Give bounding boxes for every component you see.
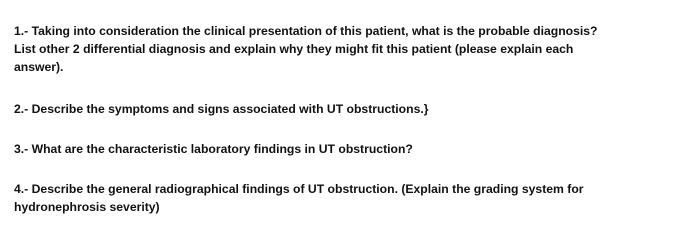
question-4-line-1: 4.- Describe the general radiographical findings of UT obstruction. (Explain the grading system for [14, 182, 584, 196]
question-1-line-2: List other 2 differential diagnosis and explain why they might fit this patient (please explain each [14, 42, 574, 56]
question-4 [14, 180, 584, 216]
question-1-line-3: answer). [14, 60, 64, 74]
question-1 [14, 22, 598, 76]
question-2-line-1: 2.- Describe the symptoms and signs associated with UT obstructions.} [14, 102, 429, 116]
question-1-line-1: 1.- Taking into consideration the clinical presentation of this patient, what is the probable diagnosis? [14, 24, 598, 38]
question-4-line-2: hydronephrosis severity) [14, 200, 160, 214]
question-3 [14, 140, 413, 158]
question-3-line-1: 3.- What are the characteristic laboratory findings in UT obstruction? [14, 142, 413, 156]
question-2 [14, 100, 428, 118]
